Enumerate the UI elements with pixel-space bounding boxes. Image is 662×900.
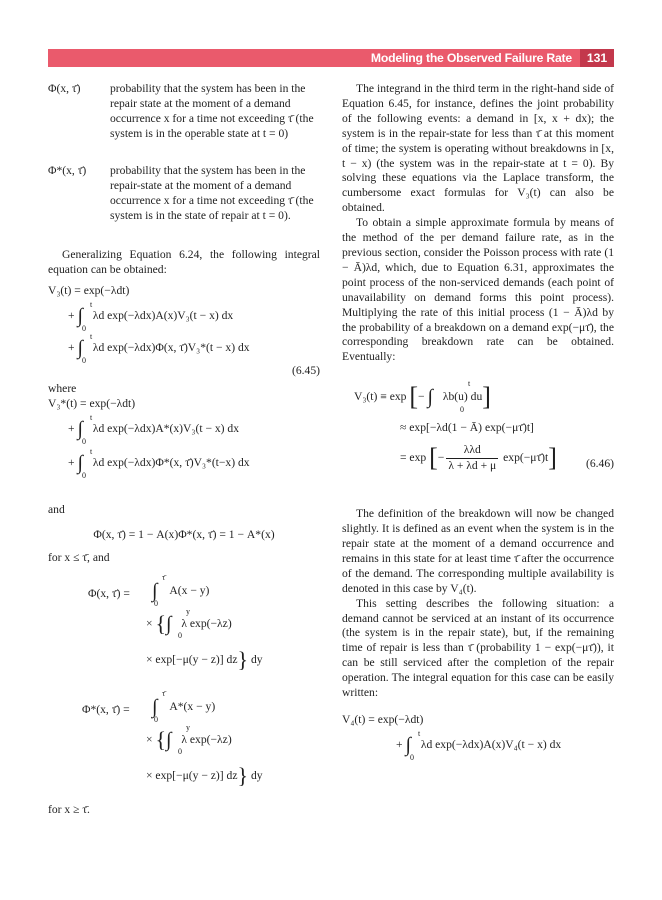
fraction — [446, 443, 498, 474]
eq645-line1: V₃(t) = exp(−λdt) — [48, 283, 130, 297]
running-header — [48, 49, 614, 67]
eq646-line3-rhs: exp(−μτ̄)t — [503, 451, 549, 465]
def-phistar-text: probability that the system has been in the repair-state at the moment of a demand occurrence x for a time not exceeding τ̄ (the system is in the state of repair at t = 0). — [110, 164, 314, 222]
integral-sign: ∫ — [405, 734, 411, 756]
equation-6-46 — [342, 375, 614, 493]
eq646-number: (6.46) — [585, 457, 614, 471]
paragraph-setting: This setting describes the following situation: a demand cannot be serviced at an instant of its occurrence (the system is in the repair state), but, if the remaining time of repair is less than τ̄ (probability 1 − exp(−μτ̄)), it can be still serviced after the completion of the repair operation. The integral equation for this case can be easily written: — [342, 596, 614, 700]
paragraph-integrand: The integrand in the third term in the right-hand side of Equation 6.45, for instance, defines the joint probability of the following events: a demand in [x, x + dx); the system is in the repair-state for less than τ̄ at this moment of time; the system is operating without breakdowns in [x, t − x) (the system was in the repair-state at t = 0). By solving these equations via the Laplace transform, the cumbersome exact formulas for V₃(t) can also be obtained. — [342, 82, 614, 215]
phistar-line3: × exp[−μ(y − z)] dz} dy — [146, 763, 263, 789]
dy-label: dy — [250, 653, 263, 667]
eq646-line1-body: λb(u) du — [442, 390, 483, 404]
phi-line2-body: λ exp(−λz) — [181, 617, 232, 631]
integral-sign: ∫ — [77, 417, 83, 440]
for-lt-label: for x ≤ τ̄, and — [48, 550, 110, 564]
equation-v4 — [342, 713, 614, 783]
eq645-line3-body: λd exp(−λdx)Φ(x, τ̄)V₃*(t − x) dx — [92, 340, 250, 354]
integral-sign: ∫ — [77, 304, 83, 327]
paragraph-generalizing: Generalizing Equation 6.24, the following integral equation can be obtained: — [48, 248, 320, 276]
phistar-line2: × {∫ y 0 λ exp(−λz) — [146, 723, 232, 757]
phistar-line1: ∫ τ̄ 0 A*(x − y) — [152, 689, 216, 725]
def-phi-symbol: Φ(x, τ̄) — [48, 82, 81, 95]
eqs-line3-body: λd exp(−λdx)Φ*(x, τ̄)V₃*(t−x) dx — [92, 455, 250, 469]
eq646-line1: V₃(t) ≡ exp [− ∫ t 0 λb(u) du] — [354, 379, 491, 415]
fraction-numerator: λλd — [446, 443, 498, 459]
page-number: 131 — [580, 49, 614, 67]
phi-lhs: Φ(x, τ̄) = — [88, 587, 130, 601]
paragraph-approximate: To obtain a simple approximate formula by means of the method of the per demand failure rate, as in the previous section, consider the Poisson process with rate (1 − Ā)λd, which, due to Equation 6.31, approximates the point process of the non-serviced demands (each point of unavailability on demand forms this point process). Multiplying the rate of this initial process (1 − Ā)λd by the probability of a breakdown on a demand exp(−μτ̄), the corresponding breakdown rate can be obtained. Eventually: — [342, 216, 614, 364]
phistar-lhs: Φ*(x, τ̄) = — [82, 703, 130, 717]
phi-line2: × {∫ y 0 λ exp(−λz) — [146, 607, 232, 641]
equation-phi-def — [48, 571, 320, 675]
eqs-line1: V₃*(t) = exp(−λdt) — [48, 396, 136, 410]
equation-phi: Φ(x, τ̄) = 1 − A(x)Φ*(x, τ̄) = 1 − A*(x) — [93, 527, 275, 541]
eq646-line3: = exp [− $\frac{\text{λλd}}{\lambda + \lambda d + \mu}$ exp(−μτ̄)t] — [400, 443, 557, 473]
eqs-line2-body: λd exp(−λdx)A*(x)V₃(t − x) dx — [92, 421, 240, 435]
eq645-line3: + ∫ t 0 λd exp(−λdx)Φ(x, τ̄)V₃*(t − x) dx — [68, 331, 250, 365]
running-title: Modeling the Observed Failure Rate — [370, 51, 572, 65]
definition-list — [48, 82, 320, 242]
right-column — [342, 82, 614, 783]
equation-6-45 — [48, 284, 320, 380]
eq646-lhs: V₃(t) ≡ exp — [354, 390, 407, 404]
equation-v3star — [48, 397, 320, 503]
dy-label: dy — [250, 769, 263, 783]
eq646-line3-lhs: = exp — [400, 451, 427, 465]
paragraph-definition: The definition of the breakdown will now be changed slightly. It is defined as an event when the system is in the repair state at the moment of a demand occurrence and remains in this state for at least time τ̄ after the occurrence of the demand. The corresponding multiple availability is denoted in this case by V₄(t). — [342, 507, 614, 595]
phistar-line2-body: λ exp(−λz) — [181, 733, 232, 747]
eqv4-line2-body: λd exp(−λdx)A(x)V₄(t − x) dx — [420, 738, 562, 751]
eq645-line2-body: λd exp(−λdx)A(x)V₃(t − x) dx — [92, 308, 234, 322]
eqv4-line2: + ∫ t 0 λd exp(−λdx)A(x)V₄(t − x) dx — [396, 729, 562, 762]
phi-line1-body: A(x − y) — [169, 584, 210, 598]
integral-sign: ∫ — [166, 613, 172, 636]
integral-sign: ∫ — [166, 729, 172, 752]
equation-phistar-def — [48, 677, 320, 789]
phistar-line3-body: × exp[−μ(y − z)] dz — [146, 769, 238, 783]
eq645-line2: + ∫ t 0 λd exp(−λdx)A(x)V₃(t − x) dx — [68, 299, 234, 333]
def-phistar-symbol: Φ*(x, τ̄) — [48, 164, 87, 177]
integral-sign: ∫ — [152, 580, 158, 603]
eqs-line3: + ∫ t 0 λd exp(−λdx)Φ*(x, τ̄)V₃*(t−x) dx — [68, 446, 250, 480]
where-label: where — [48, 381, 77, 395]
fraction-denominator: λ + λd + μ — [448, 459, 497, 473]
left-column — [48, 82, 320, 818]
phi-line1: ∫ τ̄ 0 A(x − y) — [152, 573, 210, 609]
def-phi-text: probability that the system has been in the repair state at the moment of a demand occurrence x for a time not exceeding τ̄ (the system is in the operable state at t = 0) — [110, 82, 314, 140]
eq646-line2: ≈ exp[−λd(1 − Ā) exp(−μτ̄)t] — [400, 421, 534, 435]
integral-sign: ∫ — [77, 336, 83, 359]
integral-sign: ∫ — [77, 451, 83, 474]
eqs-line2: + ∫ t 0 λd exp(−λdx)A*(x)V₃(t − x) dx — [68, 412, 240, 446]
for-ge-label: for x ≥ τ̄. — [48, 803, 90, 817]
and-label: and — [48, 502, 65, 516]
phi-line3: × exp[−μ(y − z)] dz} dy — [146, 647, 263, 673]
integral-sign: ∫ — [152, 696, 158, 719]
phi-line3-body: × exp[−μ(y − z)] dz — [146, 653, 238, 667]
integral-sign: ∫ — [427, 386, 433, 409]
eqv4-line1: V₄(t) = exp(−λdt) — [342, 713, 424, 726]
eq645-number: (6.45) — [291, 363, 320, 377]
phistar-line1-body: A*(x − y) — [169, 700, 216, 714]
